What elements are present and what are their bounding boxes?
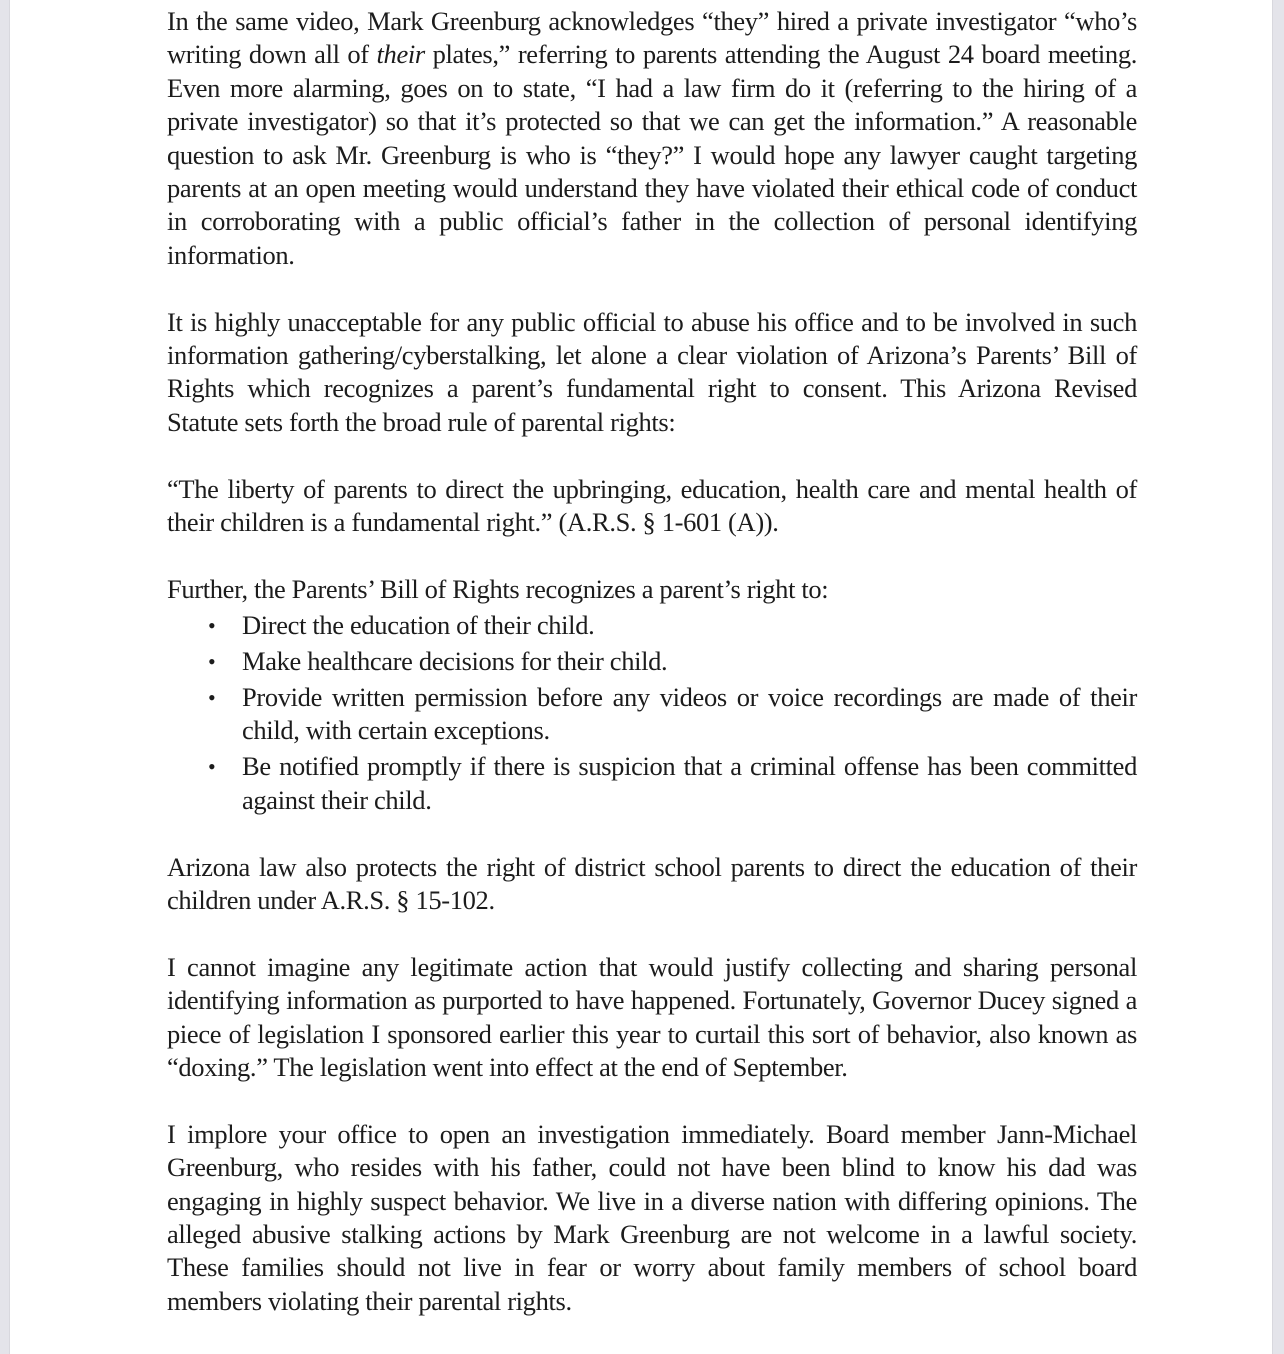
parental-rights-list	[167, 609, 1137, 817]
document-page	[9, 0, 1273, 1354]
list-item	[167, 681, 1137, 748]
list-item-text: Direct the education of their child.	[242, 610, 595, 641]
list-item	[167, 750, 1137, 817]
list-item-text: Provide written permission before any videos or voice recordings are made of their child, with certain exceptions.	[242, 682, 1137, 746]
italic-emphasis: their	[376, 39, 425, 70]
paragraph-text: plates,” referring to parents attending the August 24 board meeting. Even more alarming, goes on to state, “I had a law firm do it (referring to the hiring of a private investigator) so that it’s protected so that we can get the information.” A reasonable question to ask Mr. Greenburg is who is “they?” I would hope any lawyer caught targeting parents at an open meeting would understand they have violated their ethical code of conduct in corroborating with a public official’s father in the collection of personal identifying information.	[167, 39, 1138, 270]
list-item	[167, 609, 1137, 642]
bullet-icon: •	[208, 685, 216, 711]
paragraph-bill-of-rights-intro: Further, the Parents’ Bill of Rights recognizes a parent’s right to:	[167, 573, 829, 604]
paragraph-doxing-legislation: I cannot imagine any legitimate action that would justify collecting and sharing personal identifying information as purported to have happened. Fortunately, Governor Ducey signed a piece of legislation I sponsored earlier this year to curtail this sort of behavior, also known as “doxing.” The legislation went into effect at the end of September.	[167, 951, 1137, 1083]
paragraph-investigation-request: I implore your office to open an investigation immediately. Board member Jann-Michael Greenburg, who resides with his father, could not have been blind to know his dad was engaging in highly suspect behavior. We live in a diverse nation with differing opinions. The alleged abusive stalking actions by Mark Greenburg are not welcome in a lawful society. These families should not live in fear or worry about family members of school board members violating their parental rights.	[167, 1118, 1137, 1316]
paragraph-text: In the same video, Mark Greenburg acknowledges “they” hired a private investigator “who’s writing down all of	[167, 6, 1137, 70]
list-item-text: Make healthcare decisions for their child.	[242, 646, 668, 677]
list-item-text: Be notified promptly if there is suspicion that a criminal offense has been committed against their child.	[242, 751, 1137, 815]
bullet-icon: •	[208, 754, 216, 780]
document-body	[167, 5, 1137, 1352]
list-item	[167, 645, 1137, 678]
paragraph-abuse-of-office: It is highly unacceptable for any public official to abuse his office and to be involved in such information gathering/cyberstalking, let alone a clear violation of Arizona’s Parents’ Bill of Rights which recognizes a parent’s fundamental right to consent. This Arizona Revised Statute sets forth the broad rule of parental rights:	[167, 306, 1137, 437]
bullet-icon: •	[208, 613, 216, 639]
paragraph-private-investigator	[167, 5, 1137, 272]
paragraph-statute-quote: “The liberty of parents to direct the upbringing, education, health care and mental health of their children is a fundamental right.” (A.R.S. § 1-601 (A)).	[167, 473, 1137, 538]
bullet-icon: •	[208, 649, 216, 675]
paragraph-ars-15-102: Arizona law also protects the right of district school parents to direct the education of their children under A.R.S. § 15-102.	[167, 851, 1137, 915]
